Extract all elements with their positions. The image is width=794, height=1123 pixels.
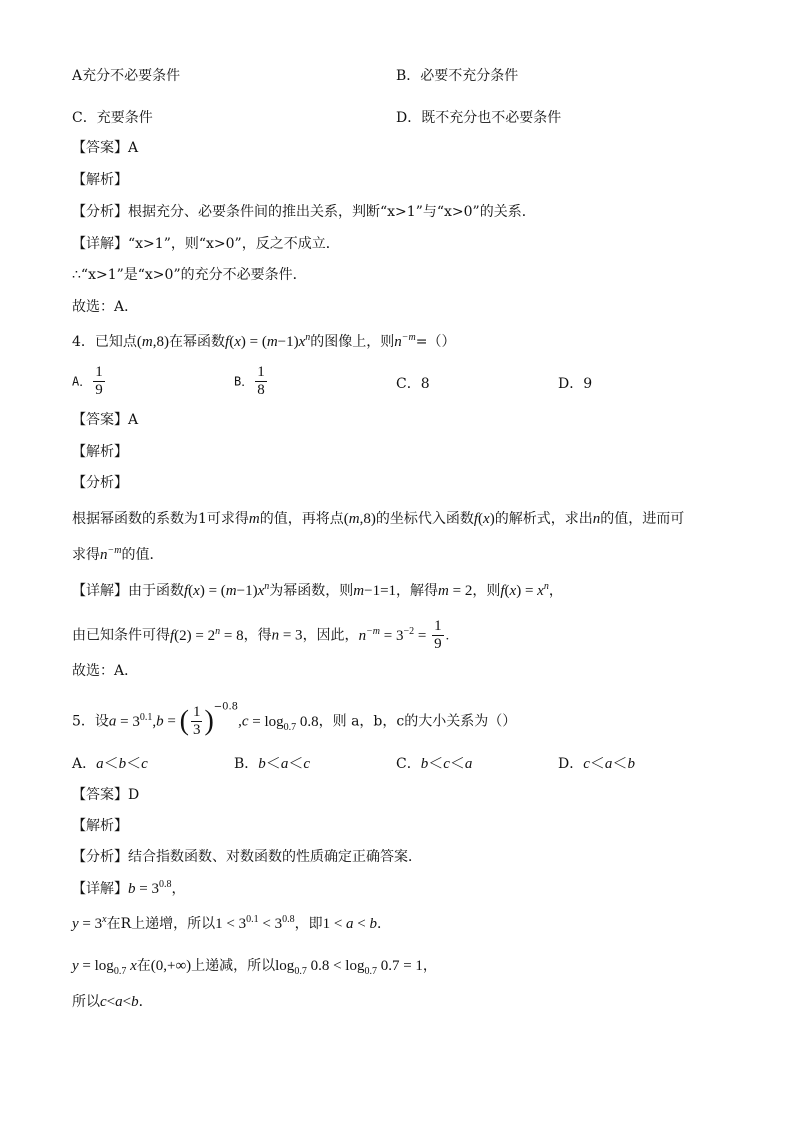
q5-fenxi: 【分析】结合指数函数、对数函数的性质确定正确答案． <box>72 849 422 865</box>
q3-choose: 故选：A． <box>72 299 139 315</box>
q5-option-d: D．c＜a＜b <box>558 756 635 772</box>
q3-answer: 【答案】A <box>72 140 139 156</box>
q3-therefore: ∴“x>1”是“x>0”的充分不必要条件． <box>72 267 307 283</box>
q5-answer: 【答案】D <box>72 787 140 803</box>
q5-detail: 【详解】$b = 3^{0.8}$， <box>72 879 186 897</box>
q4-option-c: C．8 <box>396 376 430 392</box>
q5-stem: 5．设$a = 3^{0.1},b$ = ( $\frac{1}{3}$ )$^{-0.8},c = \log_{0.7} 0.8$，则 a，b，c的大小关系为（） <box>72 701 517 738</box>
q4-known-line: 由已知条件可得$f(2) = 2^n = 8$，得n = 3，因此，$n^{-m} = 3^{-2}$ = $\frac{1}{9}$ . <box>72 618 450 652</box>
q5-option-c: C．b＜c＜a <box>396 756 473 772</box>
q5-line1: $y = 3^x$在R上递增，所以$1 < 3^{0.1} < 3^{0.8}$，即1 < a < b． <box>72 914 392 932</box>
q4-answer: 【答案】A <box>72 412 139 428</box>
q3-fenxi: 【分析】根据充分、必要条件间的推出关系，判断“x>1”与“x>0”的关系． <box>72 204 536 220</box>
q4-fenxi-line1: 根据幂函数的系数为1可求得m的值，再将点(m,8)的坐标代入函数f(x)的解析式，求出n的值，进而可 <box>72 511 685 527</box>
q3-detail: 【详解】“x>1”，则“x>0”，反之不成立． <box>72 236 340 252</box>
q3-option-d: D．既不充分也不必要条件 <box>396 110 562 126</box>
q5-line3: 所以c<a<b． <box>72 994 153 1010</box>
q4-analysis-tag: 【解析】 <box>72 444 128 460</box>
q4-fenxi-line2: 求得$n^{-m}$的值． <box>72 545 164 563</box>
q3-option-b: B．必要不充分条件 <box>396 68 519 84</box>
q4-stem: 4．已知点(m,8)在幂函数$f(x) = (m-1)x^n$的图像上，则$n^{-m}=()$ <box>72 332 456 350</box>
q4-option-d: D．9 <box>558 376 593 392</box>
q4-option-b: B． $\frac{1}{8}$ <box>234 364 265 398</box>
q4-option-a: A． $\frac{1}{9}$ <box>72 364 103 398</box>
q5-option-a: A．a＜b＜c <box>72 756 148 772</box>
q3-option-a: A充分不必要条件 <box>72 68 181 84</box>
q5-line2: $y = \log_{0.7} x$在(0,+∞)上递减，所以$\log_{0.7} 0.8 < \log_{0.7} 0.7 = 1$， <box>72 958 437 977</box>
q4-choose: 故选：A． <box>72 663 139 679</box>
q4-fenxi-tag: 【分析】 <box>72 475 128 491</box>
q4-detail-line1: 【详解】由于函数$f(x) = (m-1)x^n$为幂函数，则m−1=1，解得m = 2，则$f(x) = x^n$， <box>72 581 563 599</box>
q3-option-c: C．充要条件 <box>72 110 153 126</box>
q3-analysis-tag: 【解析】 <box>72 172 128 188</box>
q5-option-b: B．b＜a＜c <box>234 756 310 772</box>
q5-analysis-tag: 【解析】 <box>72 818 128 834</box>
